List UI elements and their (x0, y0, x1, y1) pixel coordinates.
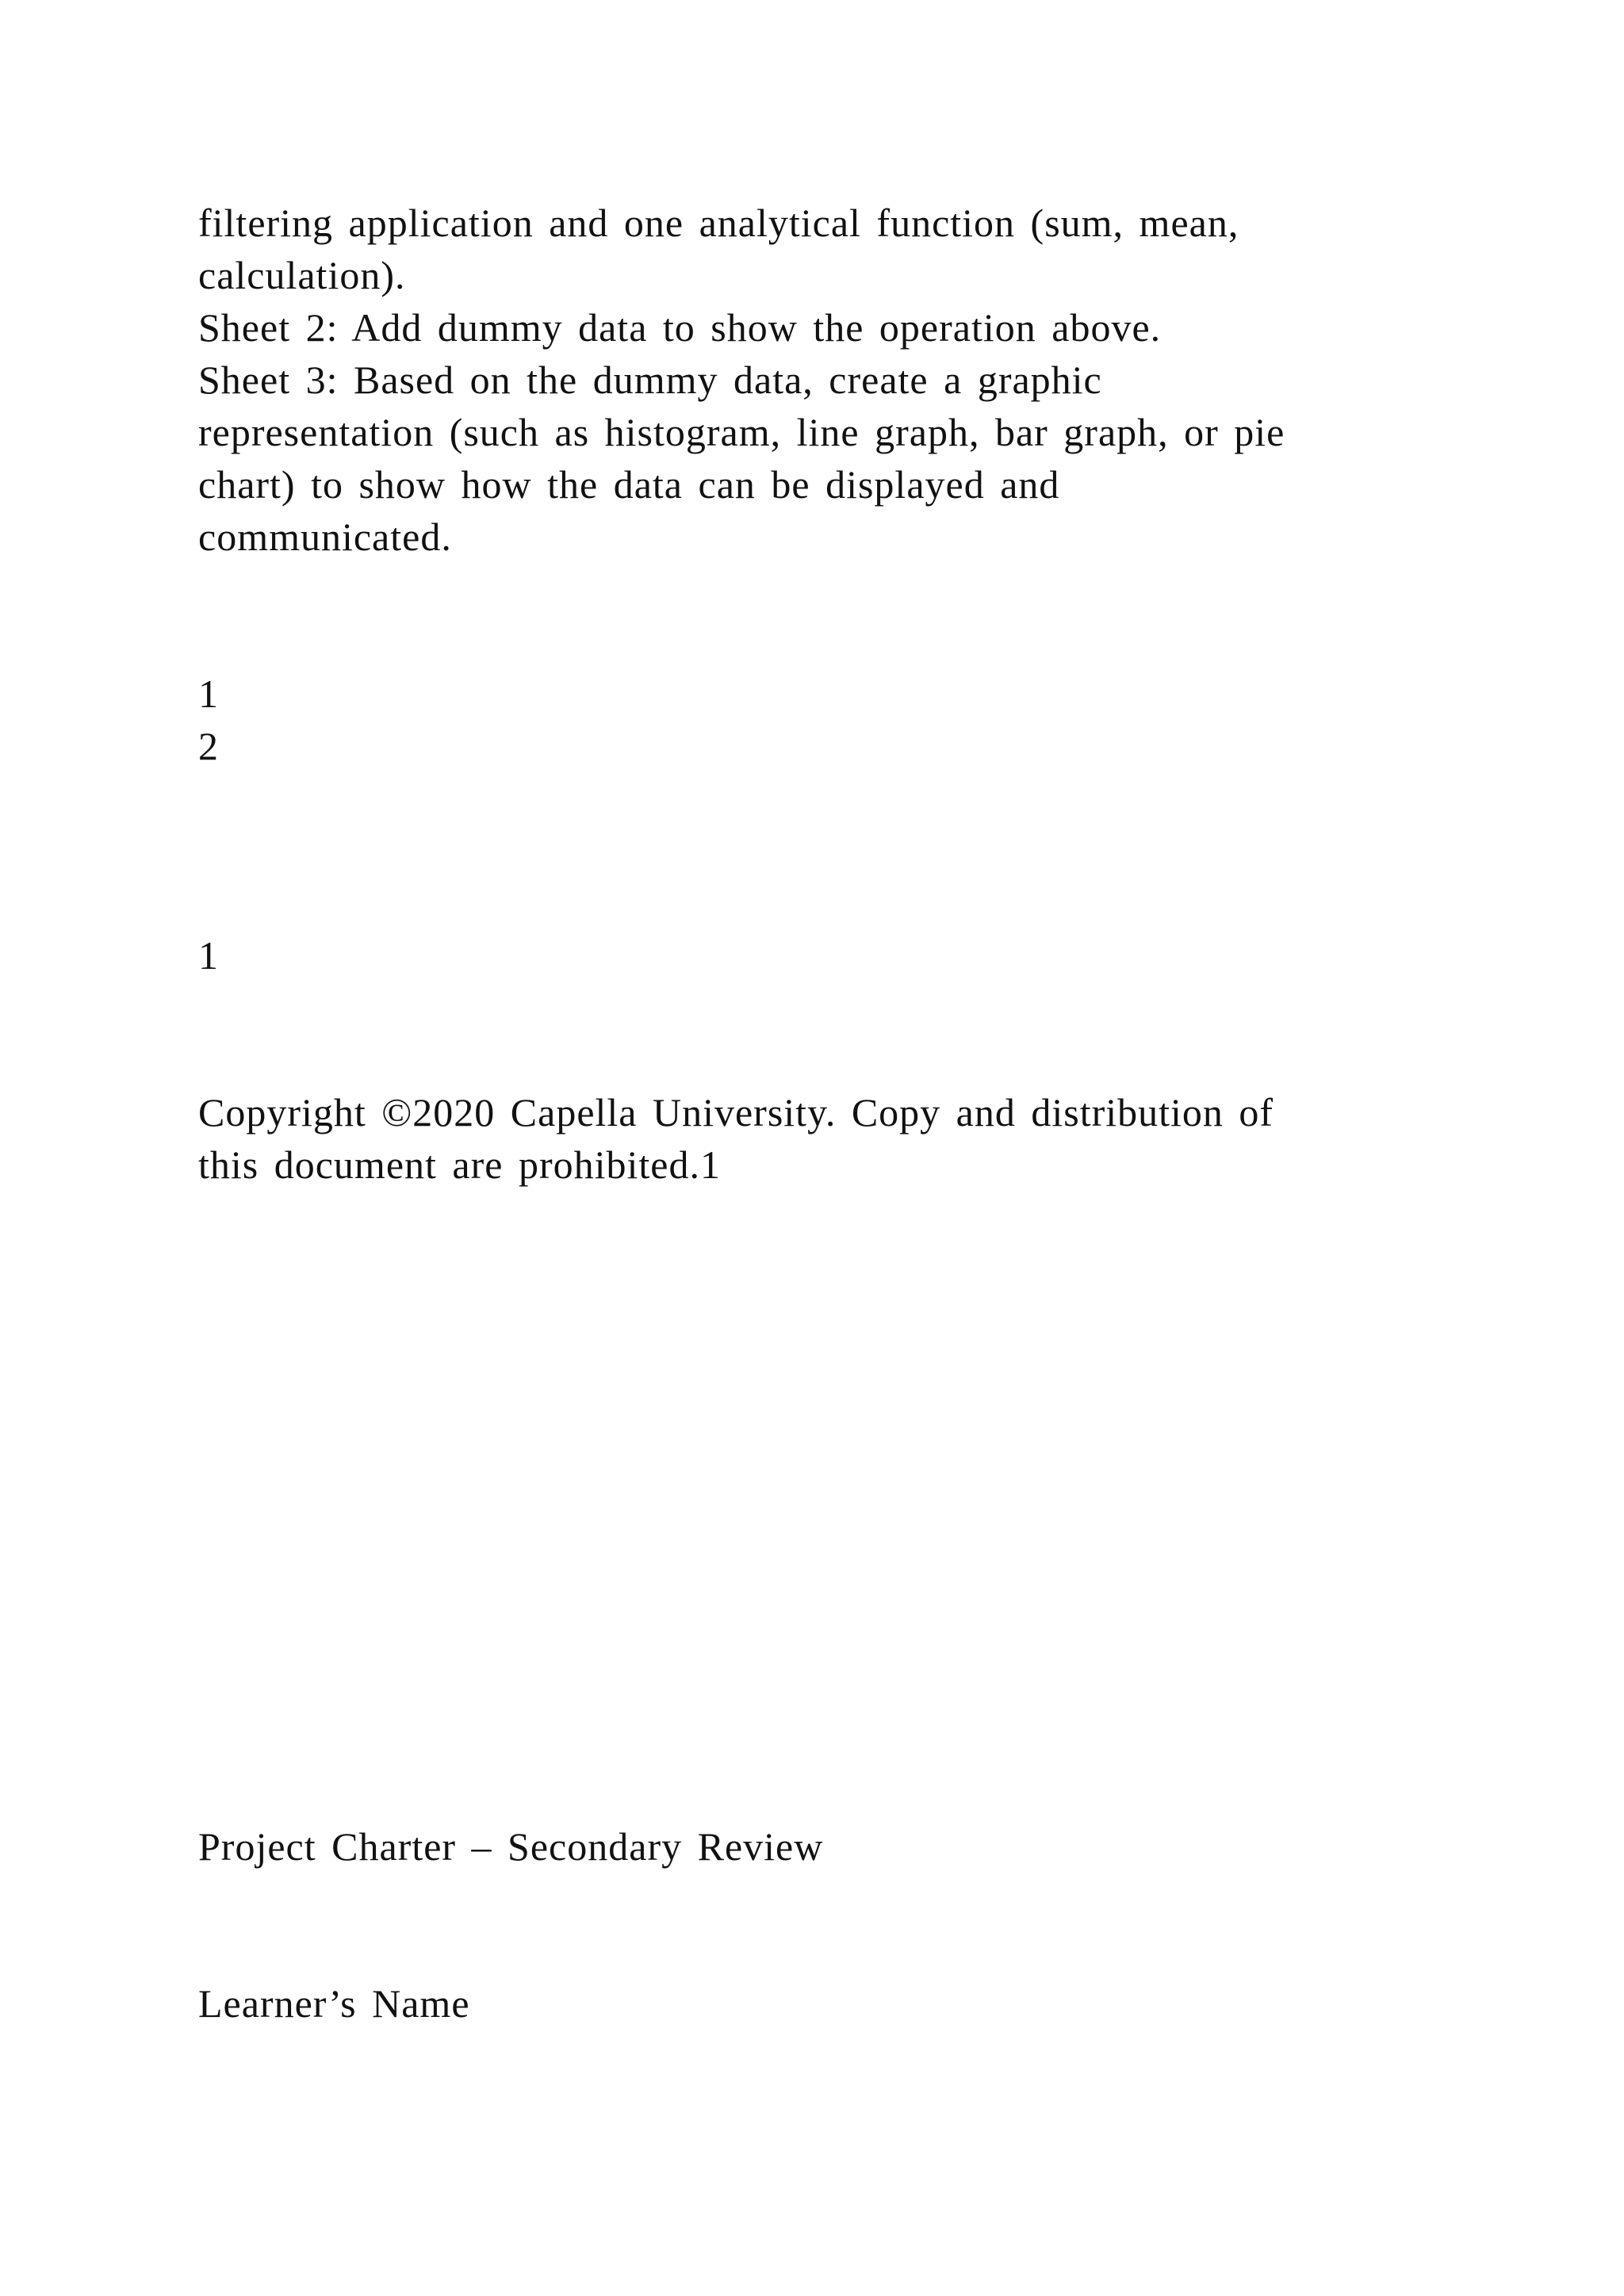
body-text-line: chart) to show how the data can be displayed and (198, 462, 1060, 507)
page-number: 1 (198, 933, 219, 978)
body-text-line: communicated. (198, 515, 452, 559)
body-text-line: Sheet 2: Add dummy data to show the operation above. (198, 305, 1162, 350)
body-text-line: filtering application and one analytical function (sum, mean, (198, 201, 1239, 245)
page-number: 2 (198, 724, 219, 768)
body-text-line: representation (such as histogram, line graph, bar graph, or pie (198, 410, 1285, 454)
learner-name-label: Learner’s Name (198, 1981, 470, 2026)
page-number: 1 (198, 672, 219, 716)
copyright-line: this document are prohibited.1 (198, 1142, 721, 1187)
body-text-line: calculation). (198, 253, 406, 297)
copyright-line: Copyright ©2020 Capella University. Copy and distribution of (198, 1090, 1274, 1135)
body-text-line: Sheet 3: Based on the dummy data, create a graphic (198, 358, 1102, 402)
document-title: Project Charter – Secondary Review (198, 1824, 824, 1869)
